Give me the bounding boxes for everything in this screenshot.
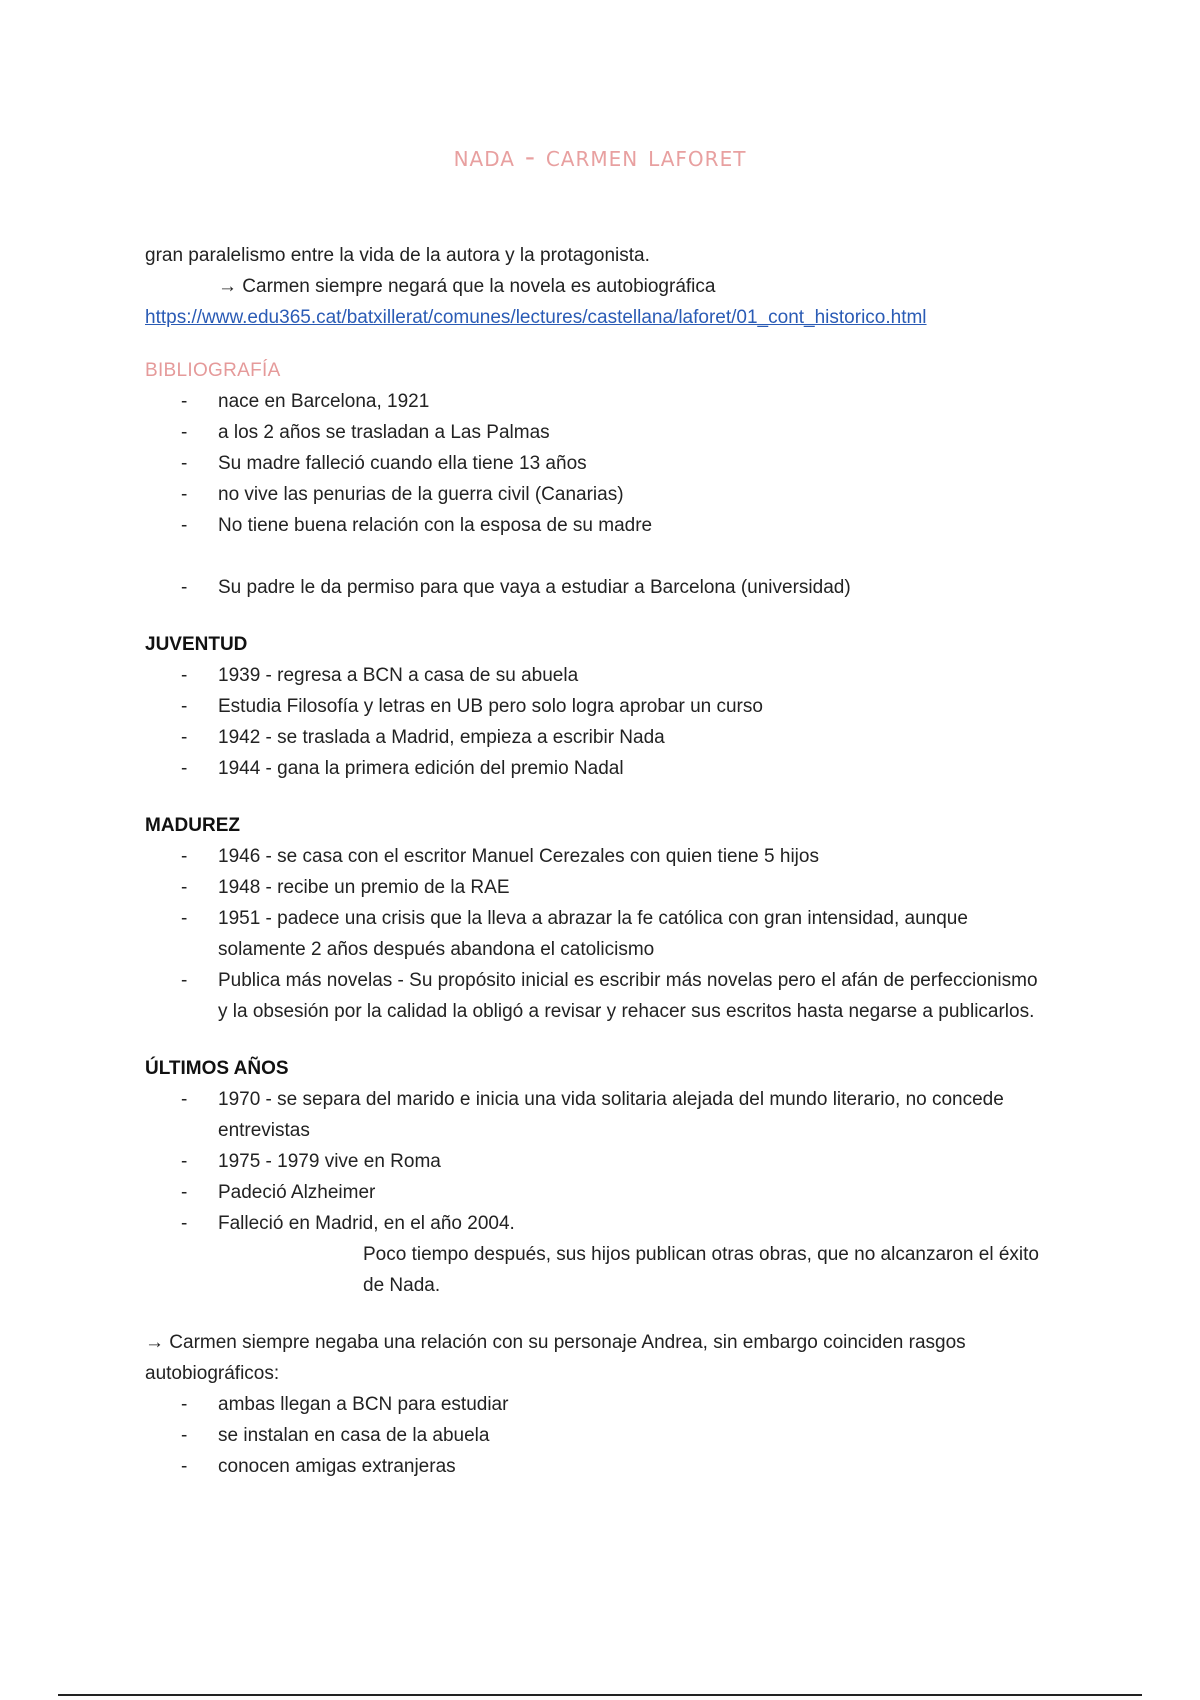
list-item: - Estudia Filosofía y letras en UB pero solo logra aprobar un curso	[145, 691, 1045, 722]
intro-line: gran paralelismo entre la vida de la autora y la protagonista.	[145, 245, 650, 266]
list-item: - 1944 - gana la primera edición del premio Nadal	[145, 753, 1045, 784]
bullet-dash: -	[181, 1213, 188, 1234]
bullet-dash: -	[181, 665, 188, 686]
list-item: - 1939 - regresa a BCN a casa de su abuela	[145, 660, 1045, 691]
bullet-dash: -	[181, 422, 188, 443]
conclusion-list	[145, 1389, 1045, 1482]
juventud-list	[145, 660, 1045, 784]
bullet-dash: -	[181, 970, 188, 991]
list-item: - no vive las penurias de la guerra civil (Canarias)	[145, 479, 1045, 510]
bullet-dash: -	[181, 484, 188, 505]
bullet-dash: -	[181, 1425, 188, 1446]
section-heading-madurez: MADUREZ	[145, 815, 240, 836]
bullet-dash: -	[181, 727, 188, 748]
ultimos-note: Poco tiempo después, sus hijos publican otras obras, que no alcanzaron el éxito de Nada.	[363, 1244, 1039, 1296]
list-item: - a los 2 años se trasladan a Las Palmas	[145, 417, 1045, 448]
bullet-dash: -	[181, 1182, 188, 1203]
list-item: - Su madre falleció cuando ella tiene 13 años	[145, 448, 1045, 479]
bullet-dash: -	[181, 696, 188, 717]
intro-arrow-line: → Carmen siempre negará que la novela es autobiográfica	[218, 276, 716, 297]
bullet-dash: -	[181, 908, 188, 929]
list-item: - ambas llegan a BCN para estudiar	[145, 1389, 1045, 1420]
bullet-dash: -	[181, 1089, 188, 1110]
source-link[interactable]: https://www.edu365.cat/batxillerat/comunes/lectures/castellana/laforet/01_cont_historico.html	[145, 307, 927, 328]
list-item: - Falleció en Madrid, en el año 2004.	[145, 1208, 1045, 1239]
bullet-dash: -	[181, 577, 188, 598]
conclusion-paragraph: → Carmen siempre negaba una relación con su personaje Andrea, sin embargo coinciden rasgos autobiográficos:	[145, 1332, 966, 1384]
list-item: - Padeció Alzheimer	[145, 1177, 1045, 1208]
bibliografia-list	[145, 386, 1045, 603]
bullet-dash: -	[181, 1456, 188, 1477]
list-item: - se instalan en casa de la abuela	[145, 1420, 1045, 1451]
list-item: - 1970 - se separa del marido e inicia una vida solitaria alejada del mundo literario, no concede entrevistas	[145, 1084, 1045, 1146]
bullet-dash: -	[181, 1151, 188, 1172]
bullet-dash: -	[181, 758, 188, 779]
bullet-dash: -	[181, 1394, 188, 1415]
bullet-dash: -	[181, 515, 188, 536]
bullet-dash: -	[181, 877, 188, 898]
list-item: - 1942 - se traslada a Madrid, empieza a escribir Nada	[145, 722, 1045, 753]
list-item: - nace en Barcelona, 1921	[145, 386, 1045, 417]
ultimos-list	[145, 1084, 1045, 1239]
section-heading-ultimos-anos: ÚLTIMOS AÑOS	[145, 1058, 289, 1079]
list-item: - No tiene buena relación con la esposa de su madre	[145, 510, 1045, 541]
list-item: - Publica más novelas - Su propósito inicial es escribir más novelas pero el afán de perfeccionismo y la obsesión por la calidad la obligó a revisar y rehacer sus escritos hasta negarse a publicarlos.	[145, 965, 1045, 1027]
list-item: - 1946 - se casa con el escritor Manuel Cerezales con quien tiene 5 hijos	[145, 841, 1045, 872]
page-bottom-rule	[58, 1694, 1142, 1696]
list-item: - Su padre le da permiso para que vaya a estudiar a Barcelona (universidad)	[145, 572, 1045, 603]
bullet-dash: -	[181, 391, 188, 412]
section-heading-juventud: JUVENTUD	[145, 634, 248, 655]
document-body	[145, 240, 1045, 1482]
section-heading-bibliografia: BIBLIOGRAFÍA	[145, 360, 281, 381]
list-item: - 1951 - padece una crisis que la lleva a abrazar la fe católica con gran intensidad, aunque solamente 2 años después abandona el catolicismo	[145, 903, 1045, 965]
list-gap	[145, 541, 1045, 572]
list-item: - conocen amigas extranjeras	[145, 1451, 1045, 1482]
list-item: - 1975 - 1979 vive en Roma	[145, 1146, 1045, 1177]
bullet-dash: -	[181, 453, 188, 474]
bullet-dash: -	[181, 846, 188, 867]
madurez-list	[145, 841, 1045, 1027]
page-title: nada - carmen laforet	[453, 140, 747, 173]
list-item: - 1948 - recibe un premio de la RAE	[145, 872, 1045, 903]
